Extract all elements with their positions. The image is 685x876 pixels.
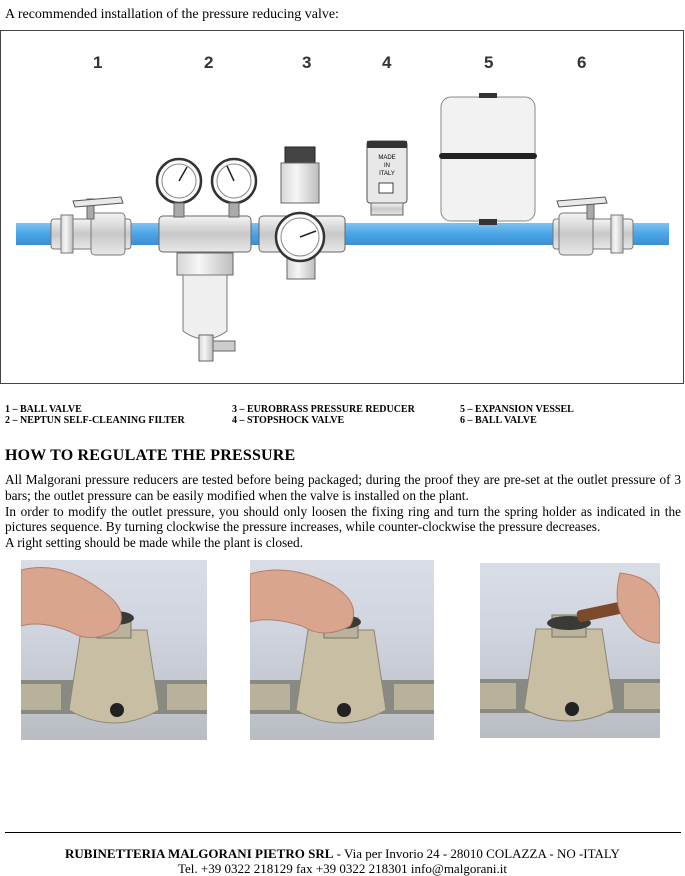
company-name: RUBINETTERIA MALGORANI PIETRO SRL	[65, 846, 334, 861]
photo-step-3	[480, 563, 660, 738]
diagram-number-1: 1	[93, 53, 103, 72]
legend-item: 4 – STOPSHOCK VALVE	[232, 415, 345, 426]
diagram-number-3: 3	[302, 53, 312, 72]
ball-valve-1	[51, 197, 131, 255]
legend-item: 2 – NEPTUN SELF-CLEANING FILTER	[5, 415, 185, 426]
pressure-reducer	[259, 147, 345, 279]
installation-diagram-svg	[1, 31, 683, 383]
photo-step-2	[250, 560, 434, 740]
paragraph: All Malgorani pressure reducers are tested before being packaged; during the proof they are pre-set at the outlet pressure of 3 bars; the outlet pressure can be easily modified when the valve is installed on the plant.	[5, 472, 681, 503]
photo-step-1	[21, 560, 207, 740]
legend-column-1	[5, 404, 185, 426]
company-address: - Via per Invorio 24 - 28010 COLAZZA - NO -ITALY	[333, 846, 620, 861]
footer-address-line	[0, 846, 685, 861]
diagram-number-5: 5	[484, 53, 494, 72]
expansion-vessel	[439, 93, 537, 225]
vessel-text-made: MADE	[378, 155, 396, 161]
footer-divider	[5, 832, 681, 833]
footer-contact: Tel. +39 0322 218129 fax +39 0322 218301 info@malgorani.it	[177, 861, 508, 876]
legend-item: 1 – BALL VALVE	[5, 404, 82, 415]
installation-diagram	[0, 30, 684, 384]
ball-valve-6	[553, 197, 633, 255]
stopshock-valve	[367, 141, 407, 215]
paragraph: In order to modify the outlet pressure, you should only loosen the fixing ring and turn the spring holder as indicated in the pictures sequence. By turning clockwise the pressure increases, while counter-clockwise the pressure decreases.	[5, 503, 681, 535]
paragraph: A right setting should be made while the plant is closed.	[5, 535, 304, 551]
diagram-number-6: 6	[577, 53, 587, 72]
legend-item: 3 – EUROBRASS PRESSURE REDUCER	[232, 404, 415, 415]
section-heading: HOW TO REGULATE THE PRESSURE	[5, 447, 296, 464]
diagram-number-4: 4	[382, 53, 392, 72]
vessel-text-italy: ITALY	[379, 171, 395, 177]
diagram-number-2: 2	[204, 53, 214, 72]
instructions-text	[5, 472, 681, 551]
vessel-text-in: IN	[384, 163, 390, 169]
intro-text: A recommended installation of the pressure reducing valve:	[5, 7, 339, 22]
legend-column-2	[232, 404, 415, 426]
legend-item: 5 – EXPANSION VESSEL	[460, 404, 574, 415]
legend-item: 6 – BALL VALVE	[460, 415, 537, 426]
neptun-filter	[157, 159, 256, 361]
legend-column-3	[460, 404, 574, 426]
